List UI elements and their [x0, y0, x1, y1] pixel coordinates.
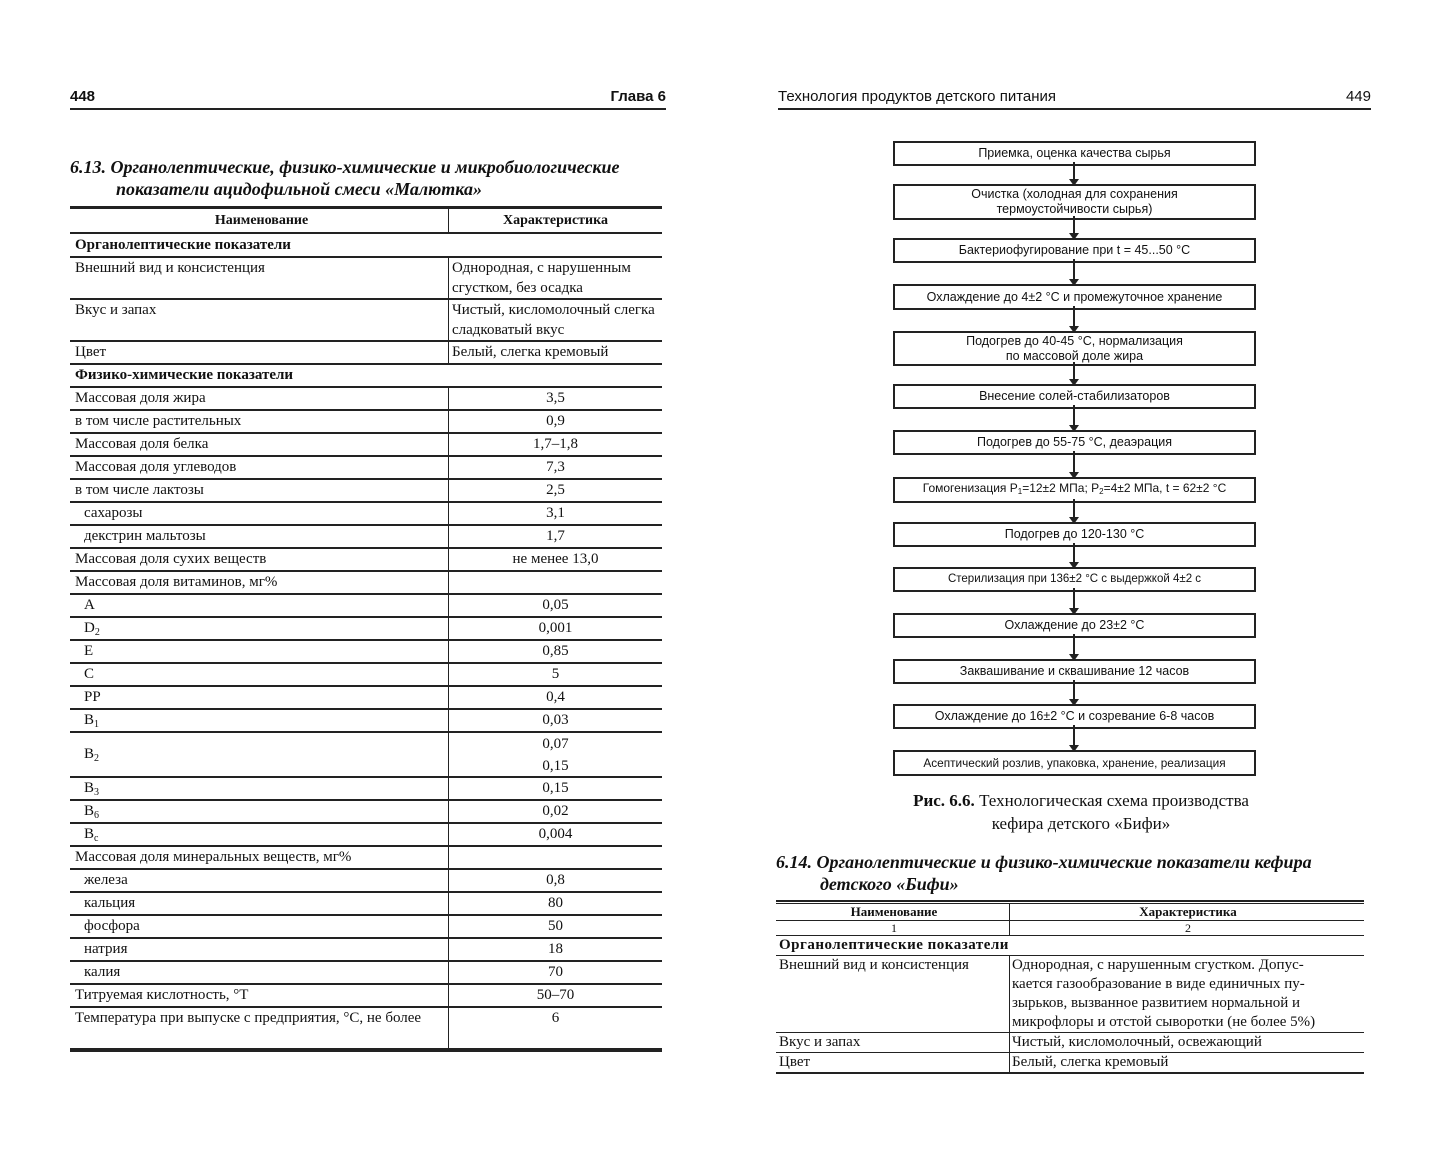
table-613-row-name [70, 342, 448, 363]
table-613-row-value-line: 0,15 [542, 758, 569, 774]
table-614-row-value [1009, 956, 1364, 1032]
table-613-row-value: 5 [448, 664, 662, 685]
flow-arrow [1073, 216, 1075, 238]
table-613-row-name-text: B [84, 780, 95, 796]
flow-step-label [1005, 618, 1145, 633]
table-614-row-name: Вкус и запах [779, 1034, 861, 1050]
table-613-row-name-text: Массовая доля жира [75, 390, 206, 406]
table-613-row [70, 801, 662, 824]
table-613-row-name [70, 549, 448, 570]
table-613-row-value: 50–70 [448, 985, 662, 1006]
flow-step-text: Подогрев до 55-75 °C, деаэрация [976, 435, 1172, 449]
table-613-row-value: не менее 13,0 [448, 549, 662, 570]
table-613-row [70, 342, 662, 365]
table-614-row [776, 1033, 1364, 1053]
table-613-row [70, 595, 662, 618]
table-613-row-name-text: Органолептические показатели [75, 237, 291, 253]
table-613-row-value: 2,5 [448, 480, 662, 501]
flow-arrow [1073, 162, 1075, 184]
table-613-row-value: 70 [448, 962, 662, 983]
table-614-row-name: Внешний вид и консистенция [779, 957, 969, 973]
table-613-row [70, 526, 662, 549]
table-613-row-value: 3,5 [448, 388, 662, 409]
table-613-row-value: Чистый, кисломолочный слегка сладковатый вкус [448, 300, 662, 340]
table-613-row-name [70, 824, 448, 845]
table-613-row [70, 480, 662, 503]
page-number-right: 449 [1345, 88, 1371, 105]
table-613-row-name-text: Цвет [75, 344, 107, 360]
table-613-row-name-text: Температура при выпуске с предприятия, °C, не более [75, 1010, 422, 1026]
table-613-row-value [448, 572, 662, 593]
flow-step-text-part: 1 [1017, 487, 1023, 496]
table-613-row-name-text: B [84, 826, 95, 842]
table-613-row [70, 549, 662, 572]
table-613-section-row [70, 234, 662, 258]
flow-arrow [1073, 499, 1075, 522]
table-613-row-name-text: в том числе растительных [75, 413, 242, 429]
table-614-section-row [776, 936, 1364, 956]
table-613-row-value: 0,4 [448, 687, 662, 708]
page-number-left: 448 [70, 88, 96, 105]
flow-step-text: Охлаждение до 4±2 °C и промежуточное хранение [926, 289, 1223, 304]
table-613-row-name-text: калия [84, 964, 121, 980]
table-613-header-name: Наименование [214, 213, 309, 228]
table-613-row [70, 641, 662, 664]
table-613-row-value: Белый, слегка кремовый [448, 342, 662, 363]
flow-step-label [927, 290, 1223, 305]
table-614-col-number-1: 1 [891, 921, 897, 935]
table-613-row [70, 572, 662, 595]
flow-step-text: Внесение солей-стабилизаторов [979, 389, 1170, 403]
table-613-row-name [70, 388, 448, 409]
table-614-section-label: Органолептические показатели [779, 937, 1009, 953]
table-614-row-value-line: зырьков, вызванное развитием нормальной и [1012, 995, 1301, 1011]
flow-arrow [1073, 259, 1075, 284]
chapter-label: Глава 6 [610, 88, 666, 105]
table-613-row-name [70, 893, 448, 914]
table-614-caption-line2: детского «Бифи» [820, 874, 959, 894]
flow-step-box [893, 750, 1256, 776]
flow-step-label [935, 709, 1214, 724]
flow-step-label [971, 187, 1178, 217]
flow-step-label [1005, 527, 1145, 542]
table-613-caption-line2: показатели ацидофильной смеси «Малютка» [116, 179, 482, 199]
table-613-row-name [70, 985, 448, 1006]
table-613-row [70, 824, 662, 847]
table-613-section-row [70, 365, 662, 388]
flow-step-box [893, 184, 1256, 220]
table-613-row-name [70, 503, 448, 524]
flow-arrow [1073, 634, 1075, 659]
table-613-row-name [70, 664, 448, 685]
table-613-row-name [70, 480, 448, 501]
table-613-row-value: 0,9 [448, 411, 662, 432]
table-613-row-name [70, 300, 448, 340]
table-614-row-value-line: микрофлоры и отстой сыворотки (не более 5%) [1012, 1014, 1316, 1030]
table-613-row-name-text: Физико-химические показатели [75, 367, 294, 383]
table-613-row [70, 1008, 662, 1050]
table-613-row-name-subscript: 1 [94, 719, 100, 730]
table-613-row-value: 0,15 [448, 778, 662, 799]
table-614-caption-line1: 6.14. Органолептические и физико-химические показатели кефира [776, 852, 1312, 872]
table-613-row-name [70, 641, 448, 662]
table-614-row-value-line: Однородная, с нарушенным сгустком. Допус- [1012, 957, 1304, 973]
table-613-row-name-subscript: 3 [94, 787, 100, 798]
table-613-row-name [70, 1008, 448, 1048]
table-613-row [70, 457, 662, 480]
flow-arrow [1073, 543, 1075, 567]
table-613-row-name [70, 572, 448, 593]
table-613-row [70, 916, 662, 939]
flow-step-label [923, 481, 1226, 499]
table-614-row-value: Чистый, кисломолочный, освежающий [1009, 1033, 1364, 1052]
table-613-row-name-text: в том числе лактозы [75, 482, 204, 498]
flow-arrow [1073, 306, 1075, 331]
table-613-row-name [70, 939, 448, 960]
table-613-row-name-subscript: 2 [94, 753, 100, 764]
table-613-row-value: 18 [448, 939, 662, 960]
flow-step-text: Охлаждение до 23±2 °C [1004, 618, 1145, 632]
table-613-row-name [70, 411, 448, 432]
table-613-row-name-text: B [84, 803, 95, 819]
table-613-row-name [70, 801, 448, 822]
flow-step-label [977, 435, 1172, 450]
figure-caption [871, 789, 1291, 835]
table-613-row-name [70, 618, 448, 639]
flow-step-text-line2: термоустойчивости сырья) [996, 202, 1153, 216]
flow-step-text-line2: по массовой доле жира [1005, 348, 1144, 363]
table-613-row-value: 6 [448, 1008, 662, 1048]
flow-step-text: Приемка, оценка качества сырья [978, 146, 1171, 160]
table-613-row-name-text: E [84, 643, 94, 659]
table-614-row-value-line: кается газообразование в виде единичных пу- [1012, 976, 1305, 992]
table-613-row [70, 687, 662, 710]
table-613-row [70, 985, 662, 1008]
table-613-row-name-text: B [84, 712, 95, 728]
flow-step-label [966, 334, 1183, 364]
table-613-row-name-text: кальция [84, 895, 136, 911]
table-613-section-label [70, 234, 662, 256]
table-613-row-name-subscript: 6 [94, 810, 100, 821]
table-613-row-value: 50 [448, 916, 662, 937]
flow-step-text: Подогрев до 40-45 °C, нормализация [966, 333, 1183, 348]
table-613-row-value: 1,7–1,8 [448, 434, 662, 455]
table-613-row-value [448, 733, 662, 776]
flow-step-box [893, 331, 1256, 366]
table-613-row-value: 0,05 [448, 595, 662, 616]
table-613-row-name-text: B [84, 746, 95, 762]
flow-step-text: Гомогенизация P [922, 481, 1018, 495]
table-613 [70, 206, 662, 1052]
table-613-row-name [70, 962, 448, 983]
table-613-row [70, 503, 662, 526]
table-613-row-name [70, 258, 448, 298]
table-613-row-name-text: Вкус и запах [75, 302, 157, 318]
table-613-row-value: 0,03 [448, 710, 662, 731]
table-613-section-label [70, 365, 662, 386]
flow-arrow [1073, 725, 1075, 750]
table-614-caption [776, 851, 1396, 895]
table-613-row-value: 3,1 [448, 503, 662, 524]
table-613-row-name-text: натрия [84, 941, 128, 957]
table-613-row-value-line: 0,07 [542, 736, 569, 752]
flow-step-label [923, 756, 1225, 771]
table-614-header-name: Наименование [850, 904, 938, 919]
flow-arrow [1073, 680, 1075, 704]
table-613-row-value: 0,8 [448, 870, 662, 891]
table-613-row-name [70, 710, 448, 731]
table-613-row [70, 847, 662, 870]
table-613-row-name-text: Массовая доля минеральных веществ, мг% [75, 849, 352, 865]
flow-step-text: Подогрев до 120-130 °C [1004, 527, 1145, 541]
table-613-row-name-subscript: 2 [94, 627, 100, 638]
flow-step-text: Бактериофугирование при t = 45...50 °C [958, 243, 1191, 257]
table-613-row-name-text: декстрин мальтозы [84, 528, 206, 544]
table-614-row-value: Белый, слегка кремовый [1009, 1053, 1364, 1072]
table-613-row-value: 80 [448, 893, 662, 914]
flow-step-text-part: =12±2 МПа; P [1022, 481, 1100, 495]
table-613-row-value: 0,02 [448, 801, 662, 822]
table-613-header-row [70, 209, 662, 234]
table-613-header-value: Характеристика [448, 209, 662, 232]
table-613-row [70, 388, 662, 411]
running-header-left [70, 86, 666, 110]
flow-step-label [948, 572, 1201, 587]
table-613-row [70, 664, 662, 687]
table-613-row [70, 870, 662, 893]
table-613-row-name [70, 687, 448, 708]
flow-step-text: Заквашивание и сквашивание 12 часов [959, 664, 1190, 678]
table-613-caption [70, 156, 670, 200]
table-614-header-row [776, 904, 1364, 921]
figure-label: Рис. 6.6. [913, 791, 975, 810]
table-613-row [70, 258, 662, 300]
table-613-row [70, 411, 662, 434]
table-613-row [70, 300, 662, 342]
table-613-row [70, 618, 662, 641]
flow-step-text: Охлаждение до 16±2 °C и созревание 6-8 часов [934, 709, 1215, 723]
table-613-row-value [448, 847, 662, 868]
table-613-row-name-text: A [84, 597, 95, 613]
table-614-col-number-2: 2 [1009, 921, 1364, 935]
table-613-row-name-text: фосфора [84, 918, 140, 934]
table-613-caption-line1: 6.13. Органолептические, физико-химические и микробиологические [70, 157, 620, 177]
table-613-row-name-text: Массовая доля белка [75, 436, 209, 452]
table-614-row [776, 956, 1364, 1033]
flow-arrow [1073, 451, 1075, 477]
flow-step-label [960, 664, 1189, 679]
table-614 [776, 900, 1364, 1074]
figure-caption-line1: Технологическая схема производства [979, 791, 1249, 810]
flow-step-label [979, 389, 1170, 404]
flow-step-text: Очистка (холодная для сохранения [971, 187, 1178, 201]
table-614-number-row [776, 921, 1364, 936]
table-613-row-name-text: Массовая доля витаминов, мг% [75, 574, 278, 590]
table-613-row-name-text: Титруемая кислотность, °T [75, 987, 249, 1003]
table-613-row-name-text: C [84, 666, 95, 682]
table-613-row-name [70, 434, 448, 455]
table-614-row [776, 1053, 1364, 1074]
table-613-row-value: 7,3 [448, 457, 662, 478]
table-613-row-value: 0,001 [448, 618, 662, 639]
table-613-row-name-text: D [84, 620, 95, 636]
table-613-row-name-text: Массовая доля углеводов [75, 459, 237, 475]
table-614-row-name: Цвет [779, 1054, 811, 1070]
table-613-row-name-text: PP [84, 689, 101, 705]
table-613-row [70, 710, 662, 733]
table-613-row-name-subscript: c [94, 833, 99, 844]
table-613-row-name [70, 457, 448, 478]
table-613-row-name-text: Внешний вид и консистенция [75, 260, 265, 276]
flow-step-label [978, 146, 1170, 161]
table-613-row-value: 0,004 [448, 824, 662, 845]
table-613-row-name [70, 733, 448, 776]
table-613-row-name-text: Массовая доля сухих веществ [75, 551, 267, 567]
running-title: Технология продуктов детского питания [778, 88, 1057, 105]
table-613-row-value: 0,85 [448, 641, 662, 662]
flow-step-text: Асептический розлив, упаковка, хранение, реализация [923, 755, 1226, 770]
table-613-row [70, 778, 662, 801]
table-613-row [70, 733, 662, 778]
table-613-row [70, 893, 662, 916]
table-613-row-name [70, 778, 448, 799]
flow-arrow [1073, 362, 1075, 384]
table-613-row [70, 962, 662, 985]
table-613-row-name-text: сахарозы [84, 505, 143, 521]
table-613-row-name [70, 847, 448, 868]
table-613-row-value: Однородная, с нарушенным сгустком, без осадка [448, 258, 662, 298]
table-613-row-name [70, 916, 448, 937]
flow-arrow [1073, 405, 1075, 430]
flow-step-text-part: 2 [1099, 487, 1104, 496]
table-613-body [70, 234, 662, 1050]
flow-step-text-part: =4±2 МПа, t = 62±2 °C [1103, 481, 1227, 495]
table-614-header-value: Характеристика [1009, 904, 1364, 920]
table-613-row [70, 939, 662, 962]
table-613-row-name [70, 595, 448, 616]
right-page [721, 0, 1442, 1162]
table-613-row-value: 1,7 [448, 526, 662, 547]
flow-arrow [1073, 588, 1075, 613]
flow-step-label [959, 243, 1190, 258]
figure-caption-line2: кефира детского «Бифи» [991, 814, 1171, 833]
table-613-row-name [70, 526, 448, 547]
table-613-row-name [70, 870, 448, 891]
flow-step-text: Стерилизация при 136±2 °C с выдержкой 4±2 с [947, 573, 1202, 585]
table-613-row-name-text: железа [84, 872, 128, 888]
table-613-row [70, 434, 662, 457]
